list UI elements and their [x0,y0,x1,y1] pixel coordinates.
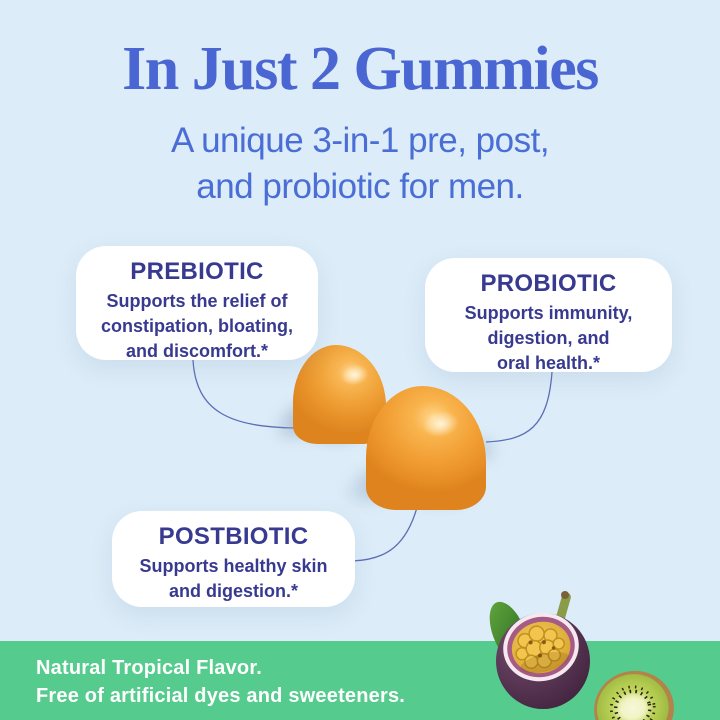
callout-body-line: Supports immunity, [464,303,633,323]
callout-body-line: Supports healthy skin [139,556,328,576]
callout-probiotic [425,258,672,372]
callout-body-line: and discomfort.* [125,341,268,361]
callout-heading: PROBIOTIC [480,270,617,297]
subtitle-line: and probiotic for men. [196,167,524,206]
page-title: In Just 2 Gummies [122,35,598,103]
callout-body-line: Supports the relief of [106,291,288,311]
callout-body-line: digestion, and [487,328,610,348]
callout-heading: POSTBIOTIC [158,523,309,550]
callout-body-line: constipation, bloating, [101,316,293,336]
gummy-highlight [414,402,469,446]
callout-heading: PREBIOTIC [130,258,264,285]
subtitle-line: A unique 3-in-1 pre, post, [170,121,550,160]
gummy-highlight [333,357,376,392]
flavor-banner-text [36,654,405,710]
callout-postbiotic [112,511,355,607]
banner-line: Natural Tropical Flavor. [36,657,262,679]
callout-body-line: and digestion.* [168,581,298,601]
kiwi-image [584,669,684,720]
banner-line: Free of artificial dyes and sweeteners. [36,685,406,707]
callout-prebiotic [76,246,318,360]
callout-body-line: oral health.* [496,353,601,373]
